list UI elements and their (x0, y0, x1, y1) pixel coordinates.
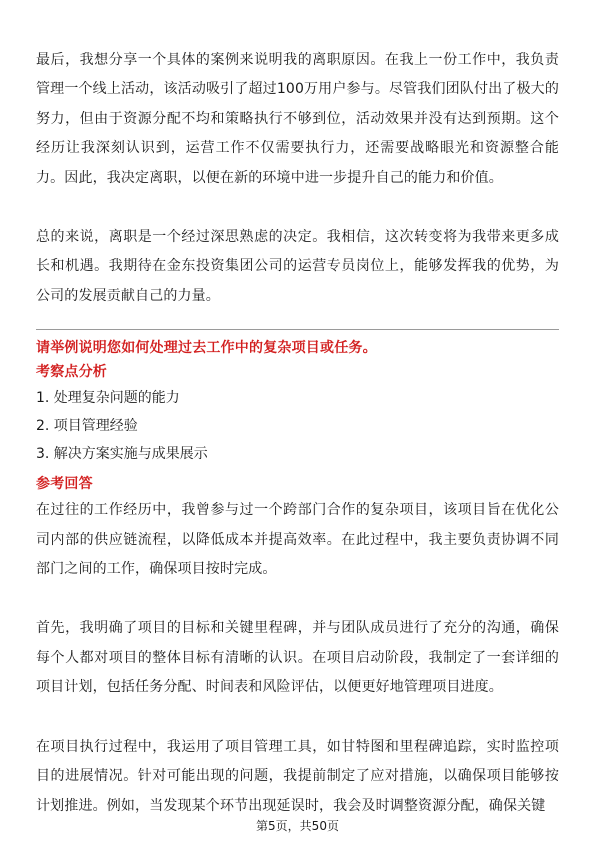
answer-paragraph: 首先，我明确了项目的目标和关键里程碑，并与团队成员进行了充分的沟通，确保每个人都对项目的整体目标有清晰的认识。在项目启动阶段，我制定了一套详细的项目计划，包括任务分配、时间表和风险评估，以便更好地管理项目进度。 (36, 620, 559, 696)
answer-paragraph: 在项目执行过程中，我运用了项目管理工具，如甘特图和里程碑追踪，实时监控项目的进展情况。针对可能出现的问题，我提前制定了应对措施，以确保项目能够按计划推进。例如，当发现某个环节出现延误时，我会及时调整资源分配，确保关键 (36, 738, 559, 814)
list-item: 3. 解决方案实施与成果展示 (36, 446, 208, 463)
analysis-list (36, 384, 559, 468)
paragraph-spacer (36, 584, 559, 614)
page-number-footer: 第5页，共50页 (256, 819, 339, 833)
section-spacer (36, 311, 559, 329)
paragraph-spacer (36, 193, 559, 223)
section-divider (36, 329, 559, 330)
list-item: 2. 项目管理经验 (36, 418, 138, 435)
analysis-heading: 考察点分析 (36, 364, 107, 381)
answer-paragraph: 在过往的工作经历中，我曾参与过一个跨部门合作的复杂项目，该项目旨在优化公司内部的供应链流程，以降低成本并提高效率。在此过程中，我主要负责协调不同部门之间的工作，确保项目按时完成。 (36, 502, 559, 578)
paragraph: 总的来说，离职是一个经过深思熟虑的决定。我相信，这次转变将为我带来更多成长和机遇。我期待在金东投资集团公司的运营专员岗位上，能够发挥我的优势，为公司的发展贡献自己的力量。 (36, 229, 559, 304)
answer-heading: 参考回答 (36, 476, 93, 493)
page-content (36, 46, 559, 821)
list-item: 1. 处理复杂问题的能力 (36, 390, 180, 407)
paragraph-spacer (36, 703, 559, 733)
paragraph: 最后，我想分享一个具体的案例来说明我的离职原因。在我上一份工作中，我负责管理一个线上活动，该活动吸引了超过100万用户参与。尽管我们团队付出了极大的努力，但由于资源分配不均和策略执行不够到位，活动效果并没有达到预期。这个经历让我深刻认识到，运营工作不仅需要执行力，还需要战略眼光和资源整合能力。因此，我决定离职，以便在新的环境中进一步提升自己的能力和价值。 (36, 52, 559, 186)
interview-question: 请举例说明您如何处理过去工作中的复杂项目或任务。 (36, 340, 377, 357)
